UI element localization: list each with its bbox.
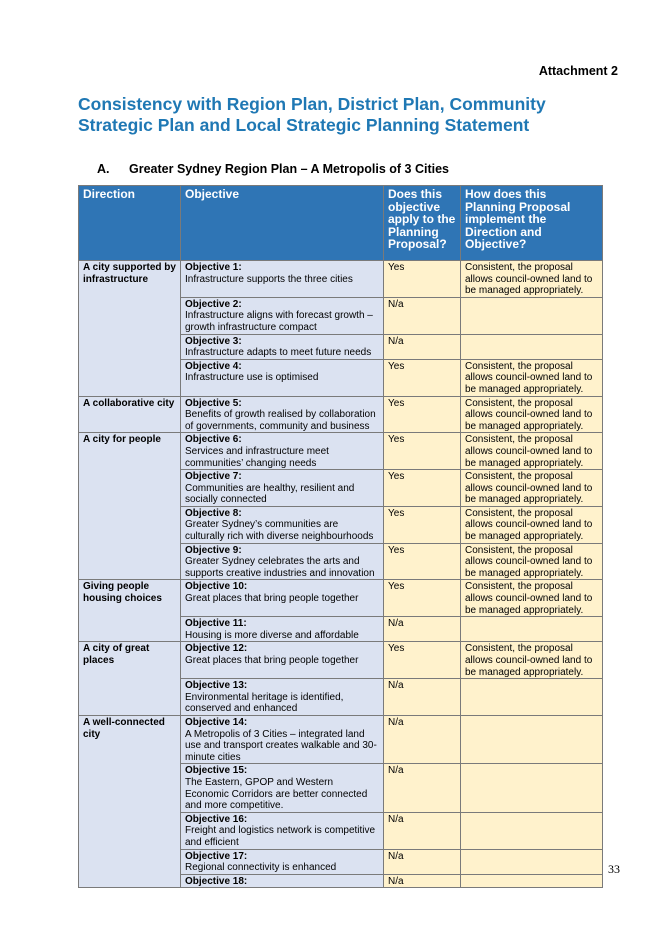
objective-label: Objective 6:	[185, 434, 242, 446]
objective-cell	[181, 617, 384, 642]
table-row	[79, 580, 603, 617]
objective-label: Objective 18:	[185, 875, 248, 887]
objective-cell	[181, 433, 384, 470]
implementation-cell	[461, 764, 603, 812]
objective-label: Objective 5:	[185, 397, 242, 409]
header-how: How does this Planning Proposal implement the Direction and Objective?	[461, 186, 603, 261]
objective-label: Objective 13:	[185, 680, 248, 692]
implementation-cell	[461, 297, 603, 334]
objective-label: Objective 3:	[185, 335, 242, 347]
objective-text: Infrastructure use is optimised	[185, 372, 319, 384]
implementation-cell	[461, 849, 603, 874]
objective-text: Great places that bring people together	[185, 655, 359, 666]
objective-label: Objective 1:	[185, 262, 242, 273]
objective-cell	[181, 359, 384, 396]
objective-cell	[181, 396, 384, 433]
objective-text: Services and infrastructure meet communities’ changing needs	[185, 445, 329, 469]
implementation-cell	[461, 617, 603, 642]
objective-label: Objective 9:	[185, 544, 242, 556]
objective-label: Objective 15:	[185, 765, 248, 777]
implementation-cell: Consistent, the proposal allows council-owned land to be managed appropriately.	[461, 470, 603, 507]
implementation-cell	[461, 812, 603, 849]
objective-text: Infrastructure supports the three cities	[185, 273, 353, 285]
objective-text: Freight and logistics network is competitive and efficient	[185, 825, 376, 848]
objective-text: Greater Sydney’s communities are culturally rich with diverse neighbourhoods	[185, 519, 374, 543]
direction-cell: Giving people housing choices	[79, 580, 181, 642]
applies-cell: N/a	[384, 812, 461, 849]
objective-label: Objective 10:	[185, 581, 248, 593]
objective-label: Objective 8:	[185, 507, 242, 519]
objective-cell	[181, 642, 384, 679]
objective-cell	[181, 849, 384, 874]
table-row	[79, 396, 603, 433]
objective-text: Infrastructure aligns with forecast growth – growth infrastructure compact	[185, 310, 373, 333]
applies-cell: N/a	[384, 874, 461, 888]
applies-cell: N/a	[384, 297, 461, 334]
implementation-cell	[461, 334, 603, 359]
applies-cell: Yes	[384, 433, 461, 470]
attachment-label: Attachment 2	[538, 64, 618, 78]
objective-cell	[181, 679, 384, 716]
objective-cell	[181, 580, 384, 617]
consistency-table	[78, 185, 603, 888]
objective-cell	[181, 715, 384, 763]
objective-text: Environmental heritage is identified, conserved and enhanced	[185, 691, 344, 715]
applies-cell: N/a	[384, 679, 461, 716]
applies-cell: N/a	[384, 849, 461, 874]
implementation-cell	[461, 679, 603, 716]
direction-cell: A collaborative city	[79, 396, 181, 433]
objective-text: Communities are healthy, resilient and socially connected	[185, 482, 355, 506]
direction-cell: A city of great places	[79, 642, 181, 716]
applies-cell: Yes	[384, 642, 461, 679]
applies-cell: Yes	[384, 580, 461, 617]
objective-label: Objective 17:	[185, 850, 248, 862]
implementation-cell: Consistent, the proposal allows council-owned land to be managed appropriately.	[461, 580, 603, 617]
objective-label: Objective 16:	[185, 813, 248, 825]
applies-cell: Yes	[384, 506, 461, 543]
page-title: Consistency with Region Plan, District Plan, Community Strategic Plan and Local Strategic Planning Statement	[78, 94, 546, 135]
implementation-cell: Consistent, the proposal allows council-owned land to be managed appropriately.	[461, 396, 603, 433]
objective-text: A Metropolis of 3 Cities – integrated land use and transport creates walkable and 30-minute cities	[185, 728, 377, 763]
objective-text: Benefits of growth realised by collaboration of governments, community and business	[185, 409, 376, 432]
applies-cell: N/a	[384, 334, 461, 359]
applies-cell: Yes	[384, 396, 461, 433]
table-row	[79, 433, 603, 470]
objective-label: Objective 12:	[185, 643, 248, 655]
objective-cell	[181, 470, 384, 507]
objective-label: Objective 14:	[185, 716, 248, 728]
applies-cell: Yes	[384, 261, 461, 298]
implementation-cell: Consistent, the proposal allows council-owned land to be managed appropriately.	[461, 642, 603, 679]
implementation-cell: Consistent, the proposal allows council-owned land to be managed appropriately.	[461, 543, 603, 580]
header-applies: Does this objective apply to the Planning Proposal?	[384, 186, 461, 261]
table-body	[79, 261, 603, 888]
section-heading	[97, 162, 449, 176]
objective-cell	[181, 764, 384, 812]
header-objective: Objective	[181, 186, 384, 261]
implementation-cell: Consistent, the proposal allows council-owned land to be managed appropriately.	[461, 359, 603, 396]
section-letter: A.	[97, 162, 110, 176]
table-row	[79, 715, 603, 763]
objective-cell	[181, 874, 384, 888]
objective-label: Objective 2:	[185, 298, 242, 310]
table-header-row	[79, 186, 603, 261]
direction-cell: A city supported by infrastructure	[79, 261, 181, 397]
implementation-cell: Consistent, the proposal allows council-owned land to be managed appropriately.	[461, 506, 603, 543]
table-row	[79, 261, 603, 298]
objective-text: Great places that bring people together	[185, 593, 359, 605]
objective-cell	[181, 543, 384, 580]
objective-cell	[181, 506, 384, 543]
direction-cell: A well-connected city	[79, 715, 181, 887]
objective-cell	[181, 261, 384, 298]
page-number: 33	[608, 862, 620, 876]
objective-text: Regional connectivity is enhanced	[185, 862, 337, 874]
objective-text: The Eastern, GPOP and Western Economic Corridors are better connected and more competitive.	[185, 776, 368, 812]
objective-cell	[181, 297, 384, 334]
section-title: Greater Sydney Region Plan – A Metropolis of 3 Cities	[129, 162, 449, 176]
objective-text: Infrastructure adapts to meet future needs	[185, 347, 372, 359]
applies-cell: N/a	[384, 617, 461, 642]
direction-cell: A city for people	[79, 433, 181, 580]
applies-cell: Yes	[384, 470, 461, 507]
header-direction: Direction	[79, 186, 181, 261]
objective-cell	[181, 334, 384, 359]
implementation-cell: Consistent, the proposal allows council-owned land to be managed appropriately.	[461, 433, 603, 470]
objective-text: Housing is more diverse and affordable	[185, 629, 359, 641]
objective-label: Objective 11:	[185, 618, 247, 630]
implementation-cell	[461, 715, 603, 763]
objective-cell	[181, 812, 384, 849]
applies-cell: N/a	[384, 715, 461, 763]
implementation-cell: Consistent, the proposal allows council-owned land to be managed appropriately.	[461, 261, 603, 298]
table-row	[79, 642, 603, 679]
objective-text: Greater Sydney celebrates the arts and supports creative industries and innovation	[185, 556, 375, 579]
objective-label: Objective 7:	[185, 471, 242, 483]
applies-cell: Yes	[384, 543, 461, 580]
implementation-cell	[461, 874, 603, 888]
applies-cell: N/a	[384, 764, 461, 812]
applies-cell: Yes	[384, 359, 461, 396]
objective-label: Objective 4:	[185, 360, 242, 372]
